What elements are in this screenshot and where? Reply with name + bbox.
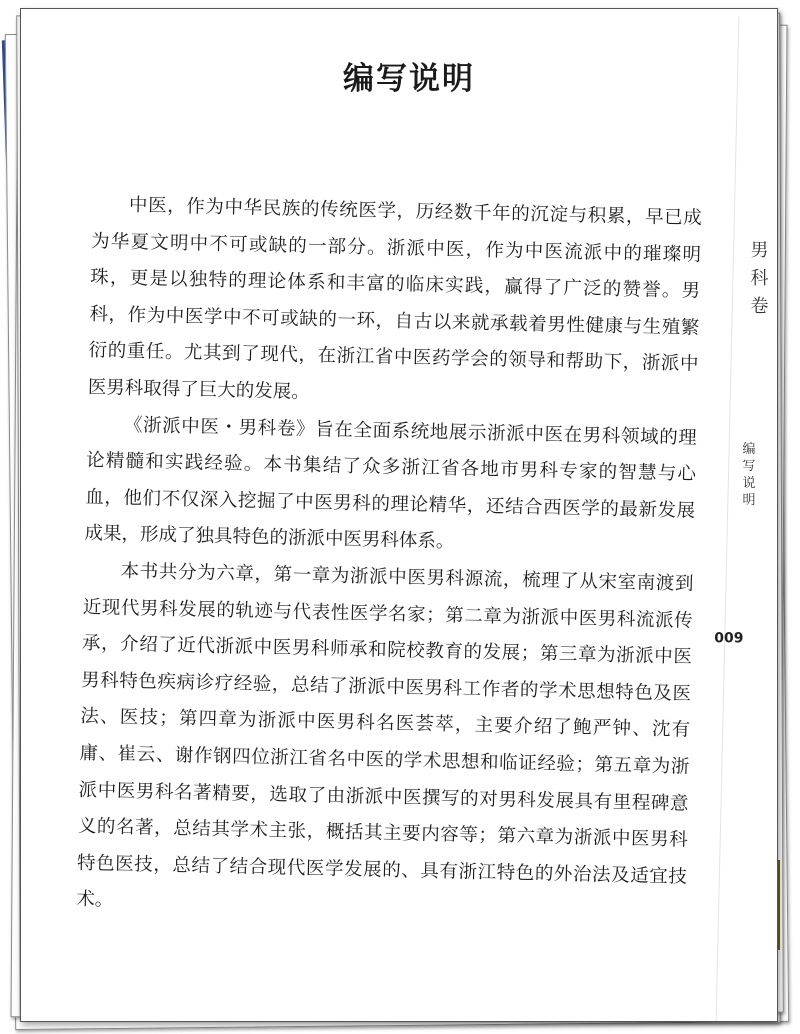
paragraph-2: 《浙派中医・男科卷》旨在全面系统地展示浙派中医在男科领域的理论精髓和实践经验。本书集结了众多浙江省各地市男科专家的智慧与心血，他们不仅深入挖掘了中医男科的理论精华，还结合西医学的最新发展成果，形成了独具特色的浙派中医男科体系。 [84, 414, 698, 553]
section-label-char: 明 [742, 492, 756, 508]
section-vertical-label [738, 441, 760, 509]
page-content [20, 8, 778, 1022]
section-label-char: 编 [742, 441, 756, 457]
page-number: 009 [714, 630, 744, 647]
side-tab-char: 卷 [750, 296, 769, 318]
page-title: 编写说明 [342, 61, 475, 98]
side-tab-char: 男 [750, 240, 769, 262]
margin-divider [715, 17, 739, 1022]
body-text [76, 187, 702, 933]
section-label-char: 说 [742, 475, 756, 491]
volume-side-tab [744, 237, 774, 317]
section-label-char: 写 [742, 458, 756, 474]
document-page [20, 8, 778, 1022]
side-tab-char: 科 [750, 268, 769, 290]
paragraph-3: 本书共分为六章，第一章为浙派中医男科源流，梳理了从宋室南渡到近现代男科发展的轨迹与代表性医学名家；第二章为浙派中医男科流派传承，介绍了近代浙派中医男科师承和院校教育的发展；第三章为浙派中医男科特色疾病诊疗经验，总结了浙派中医男科工作者的学术思想特色及医法、医技；第四章为浙派中医男科名医荟萃，主要介绍了鲍严钟、沈有庸、崔云、谢作钢四位浙江省名中医的学术思想和临证经验；第五章为浙派中医男科名著精要，选取了由浙派中医撰写的对男科发展具有里程碑意义的名著，总结其学术主张，概括其主要内容等；第六章为浙派中医男科特色医技，总结了结合现代医学发展的、具有浙江特色的外治法及适宜技术。 [75, 560, 694, 911]
paragraph-1: 中医，作为中华民族的传统医学，历经数千年的沉淀与积累，早已成为华夏文明中不可或缺的一部分。浙派中医，作为中医流派中的璀璨明珠，更是以独特的理论体系和丰富的临床实践，赢得了广泛的赞誉。男科，作为中医学中不可或缺的一环，自古以来就承载着男性健康与生殖繁衍的重任。尤其到了现代，在浙江省中医药学会的领导和帮助下，浙派中医男科取得了巨大的发展。 [87, 194, 703, 403]
